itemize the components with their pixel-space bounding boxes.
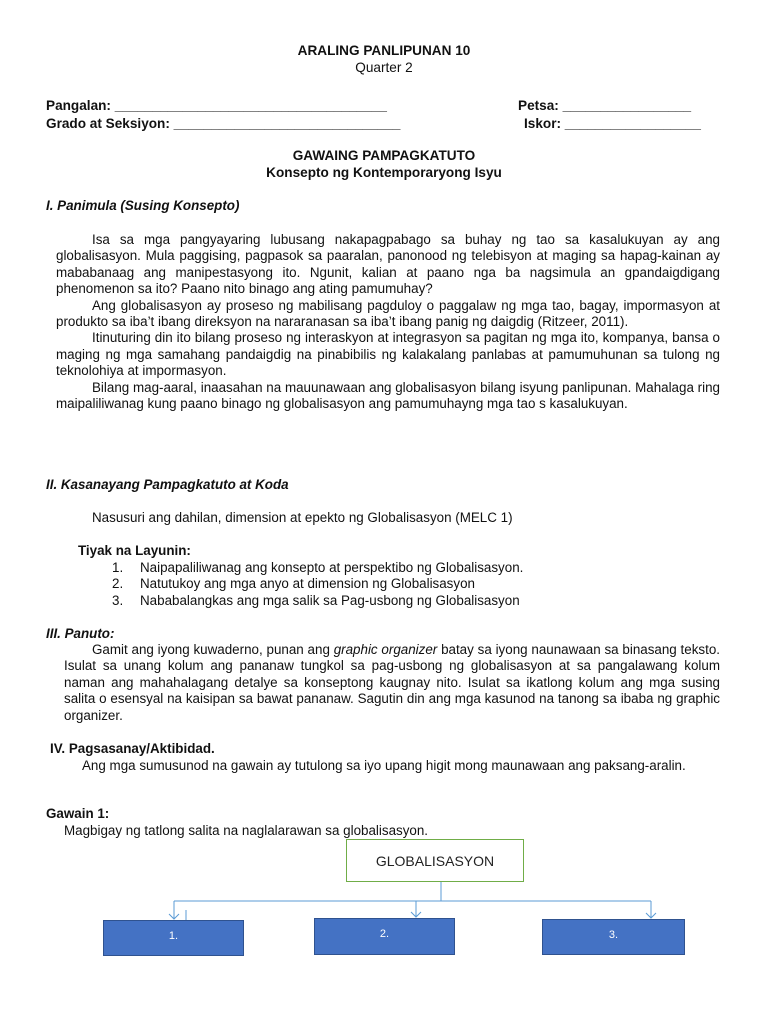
activity-subtitle: Konsepto ng Kontemporaryong Isyu [266,165,502,180]
intro-paragraph-1: Isa sa mga pangyayaring lubusang nakapagpabago sa buhay ng tao sa kasalukuyan ay ang globalisasyon. Mula paggising, pagpasok sa paaralan, panonood ng telebisyon at maging sa hapag-kainan ay mababanaag ang manipestasyong ito. Ngunit, kalian at paano nga ba nagsimula an gpandaigdigang phenomenon sa ito? Paano nito binago ang ating pamumuhay? [56,232,720,297]
activity-title: GAWAING PAMPAGKATUTO [292,148,476,163]
score-field: Iskor: __________________ [524,116,701,131]
organizer-box-1: 1. [103,920,244,956]
section-2-heading: II. Kasanayang Pampagkatuto at Koda [46,477,289,492]
objective-number: 2. [112,576,124,592]
section-4-text: Ang mga sumusunod na gawain ay tutulong sa iyo upang higit mong maunawaan ang paksang-aralin. [82,758,686,773]
grade-section-field: Grado at Seksiyon: ______________________________ [46,116,401,131]
section-1-heading: I. Panimula (Susing Konsepto) [46,198,240,213]
name-field: Pangalan: ____________________________________ [46,98,387,113]
instructions-text-end: batay sa iyong naunawaan sa binasang teksto. Isulat sa unang kolum ang pananaw tungkol sa pag-usbong ng globalisasyon at sa pangalawang kolum naman ang mahahalagang detalye sa konseptong kaugnay nito. Isulat sa ikatlong kolum ang mga susing salita o esensyal na kaisipan sa bawat pananaw. Sagutin din ang mga kasunod na tanong sa ibaba ng graphic organizer. [64,642,720,723]
instructions-text-start: Gamit ang iyong kuwaderno, punan ang [92,642,334,657]
instructions-italic-term: graphic organizer [333,642,438,657]
intro-paragraph-2: Ang globalisasyon ay proseso ng mabilisang pagduloy o paggalaw ng mga tao, bagay, impormasyon at produkto sa iba’t ibang direksyon na nararanasan sa iba’t ibang panig ng daigdig (Ritzeer, 2011). [56,297,720,330]
quarter-label: Quarter 2 [355,60,413,75]
document-title: ARALING PANLIPUNAN 10 [297,43,471,58]
objective-number: 1. [112,560,124,575]
objective-text: Naipapaliliwanag ang konsepto at perspektibo ng Globalisasyon. [140,560,524,575]
gawain-1-instruction: Magbigay ng tatlong salita na naglalarawan sa globalisasyon. [64,823,429,838]
objective-text: Natutukoy ang mga anyo at dimension ng Globalisasyon [140,576,475,592]
gawain-1-heading: Gawain 1: [46,806,110,821]
organizer-box-3: 3. [542,919,685,955]
melc-text: Nasusuri ang dahilan, dimension at epekto ng Globalisasyon (MELC 1) [92,510,513,525]
organizer-box-2: 2. [314,918,455,955]
objectives-heading: Tiyak na Layunin: [78,543,191,558]
intro-paragraph-4: Bilang mag-aaral, inaasahan na mauunawaan ang globalisasyon bilang isyung panlipunan. Mahalaga ring maipaliliwanag kung paano binago ng globalisasyon ang pamumuhayng mga tao s kasalukuyan. [56,379,720,412]
intro-paragraph-3: Itinuturing din ito bilang proseso ng interaskyon at integrasyon sa pagitan ng mga ito, kompanya, bansa o maging ng mga samahang pandaigdig na pinabibilis ng kalakalang panlabas at pamumuhunan sa tulong ng teknolohiya at impormasyon. [56,330,720,379]
section-4-heading: IV. Pagsasanay/Aktibidad. [50,741,215,756]
organizer-root-box: GLOBALISASYON [346,839,524,882]
objective-text: Nababalangkas ang mga salik sa Pag-usbong ng Globalisasyon [140,592,520,608]
objective-number: 3. [112,592,124,608]
section-3-heading: III. Panuto: [46,626,115,641]
date-field: Petsa: _________________ [518,98,692,113]
